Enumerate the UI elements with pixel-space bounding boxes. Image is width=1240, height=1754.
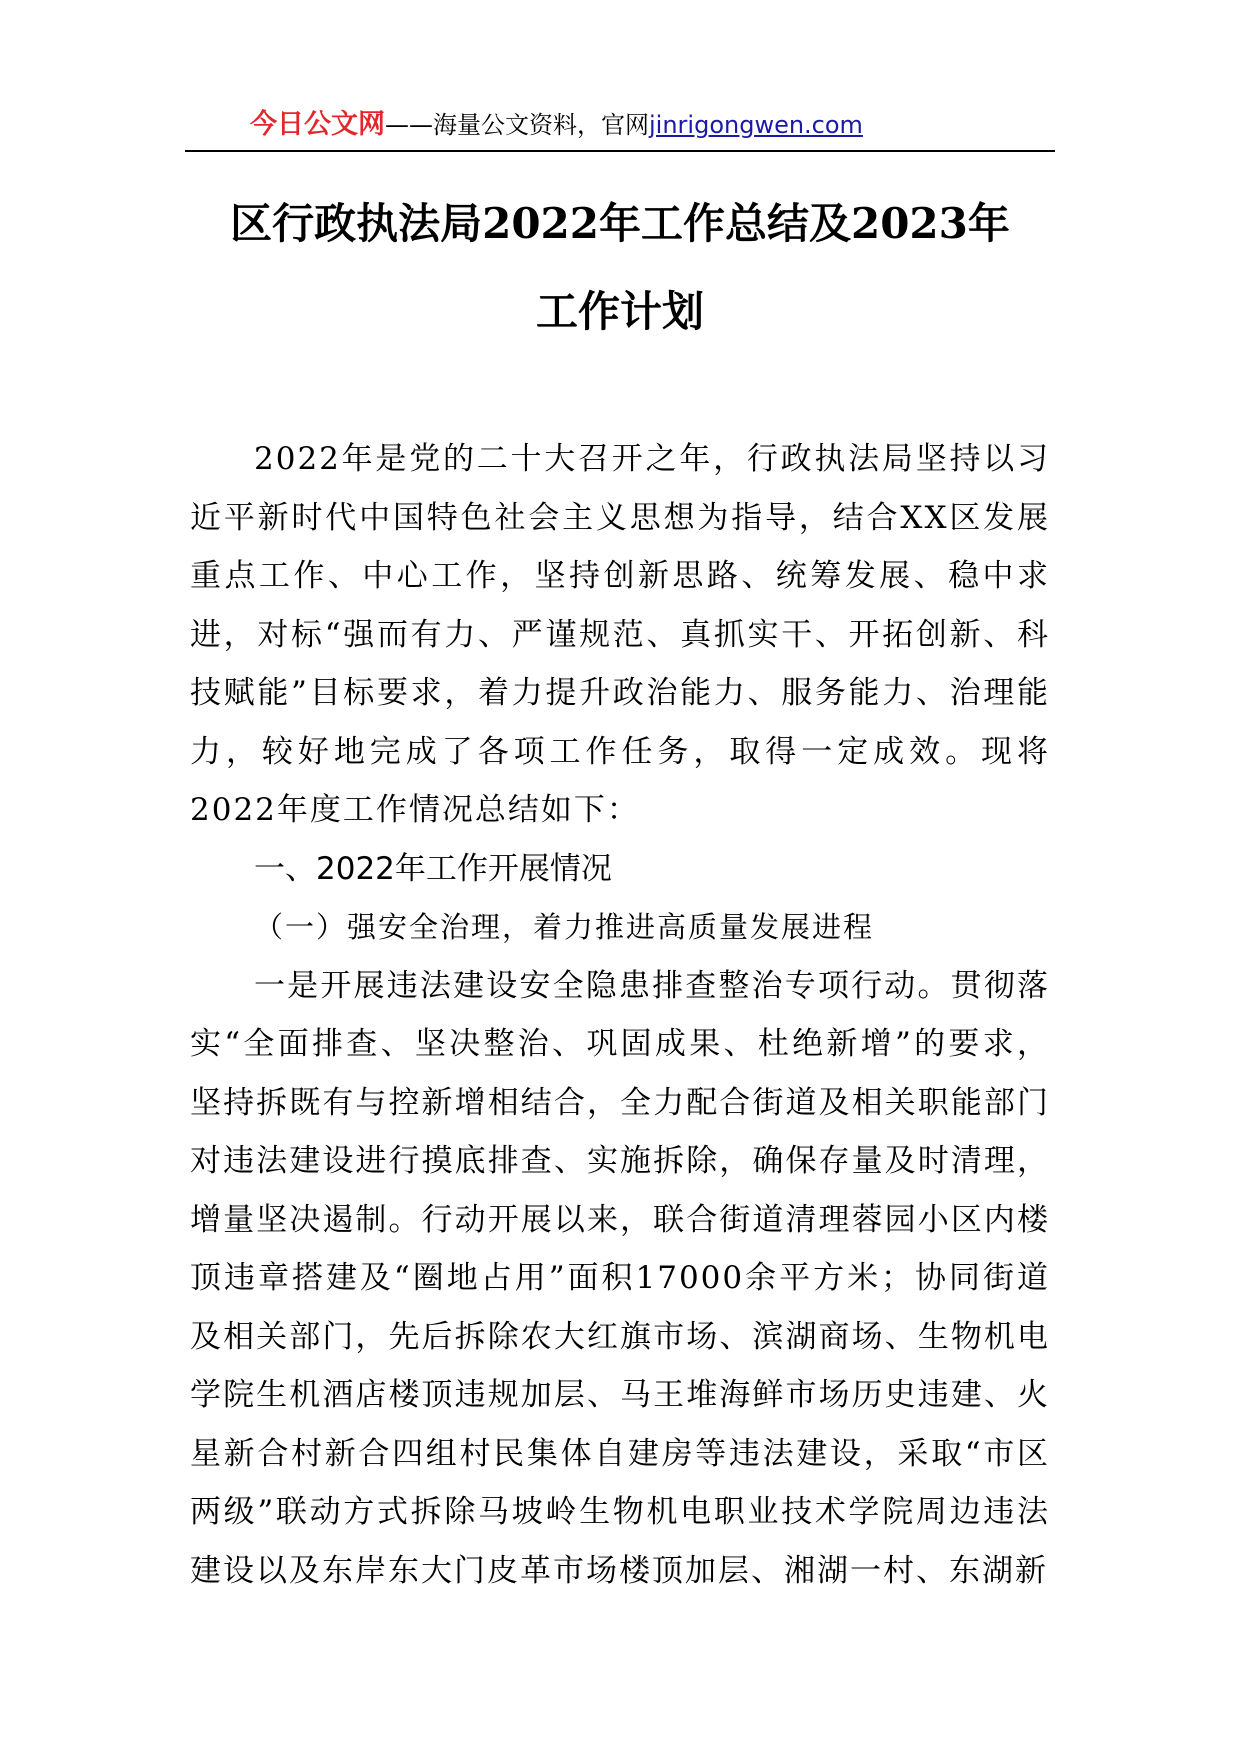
title-line-1: 区行政执法局2022年工作总结及2023年 [230,199,1010,248]
header-tagline: ——海量公文资料，官网 [385,111,649,139]
brand-name: 今日公文网 [250,109,385,140]
document-title [150,180,1090,356]
section-heading: 一、2022年工作开展情况 [254,850,612,887]
title-line-2: 工作计划 [535,287,704,336]
item-paragraph: 一是开展违法建设安全隐患排查整治专项行动。贯彻落实“全面排查、坚决整治、巩固成果、杜绝新增”的要求，坚持拆既有与控新增相结合，全力配合街道及相关职能部门对违法建设进行摸底排查、实施拆除，确保存量及时清理，增量坚决遏制。行动开展以来，联合街道清理蓉园小区内楼顶违章搭建及“圈地占用”面积17000余平方米；协同街道及相关部门，先后拆除农大红旗市场、滨湖商场、生物机电学院生机酒店楼顶违规加层、马王堆海鲜市场历史违建、火星新合村新合四组村民集体自建房等违法建设，采取“市区两级”联动方式拆除马坡岭生物机电职业技术学院周边违法建设以及东岸东大门皮革市场楼顶加层、湘湖一村、东湖新 [190,967,1050,1589]
header-text [250,110,863,140]
page-header [185,100,1055,152]
subsection-heading: （一）强安全治理，着力推进高质量发展进程 [254,910,875,944]
website-link[interactable]: jinrigongwen.com [649,111,863,139]
document-body [190,430,1050,1600]
intro-paragraph: 2022年是党的二十大召开之年，行政执法局坚持以习近平新时代中国特色社会主义思想为指导，结合XX区发展重点工作、中心工作，坚持创新思路、统筹发展、稳中求进，对标“强而有力、严谨规范、真抓实干、开拓创新、科技赋能”目标要求，着力提升政治能力、服务能力、治理能力，较好地完成了各项工作任务，取得一定成效。现将2022年度工作情况总结如下： [190,441,1050,828]
